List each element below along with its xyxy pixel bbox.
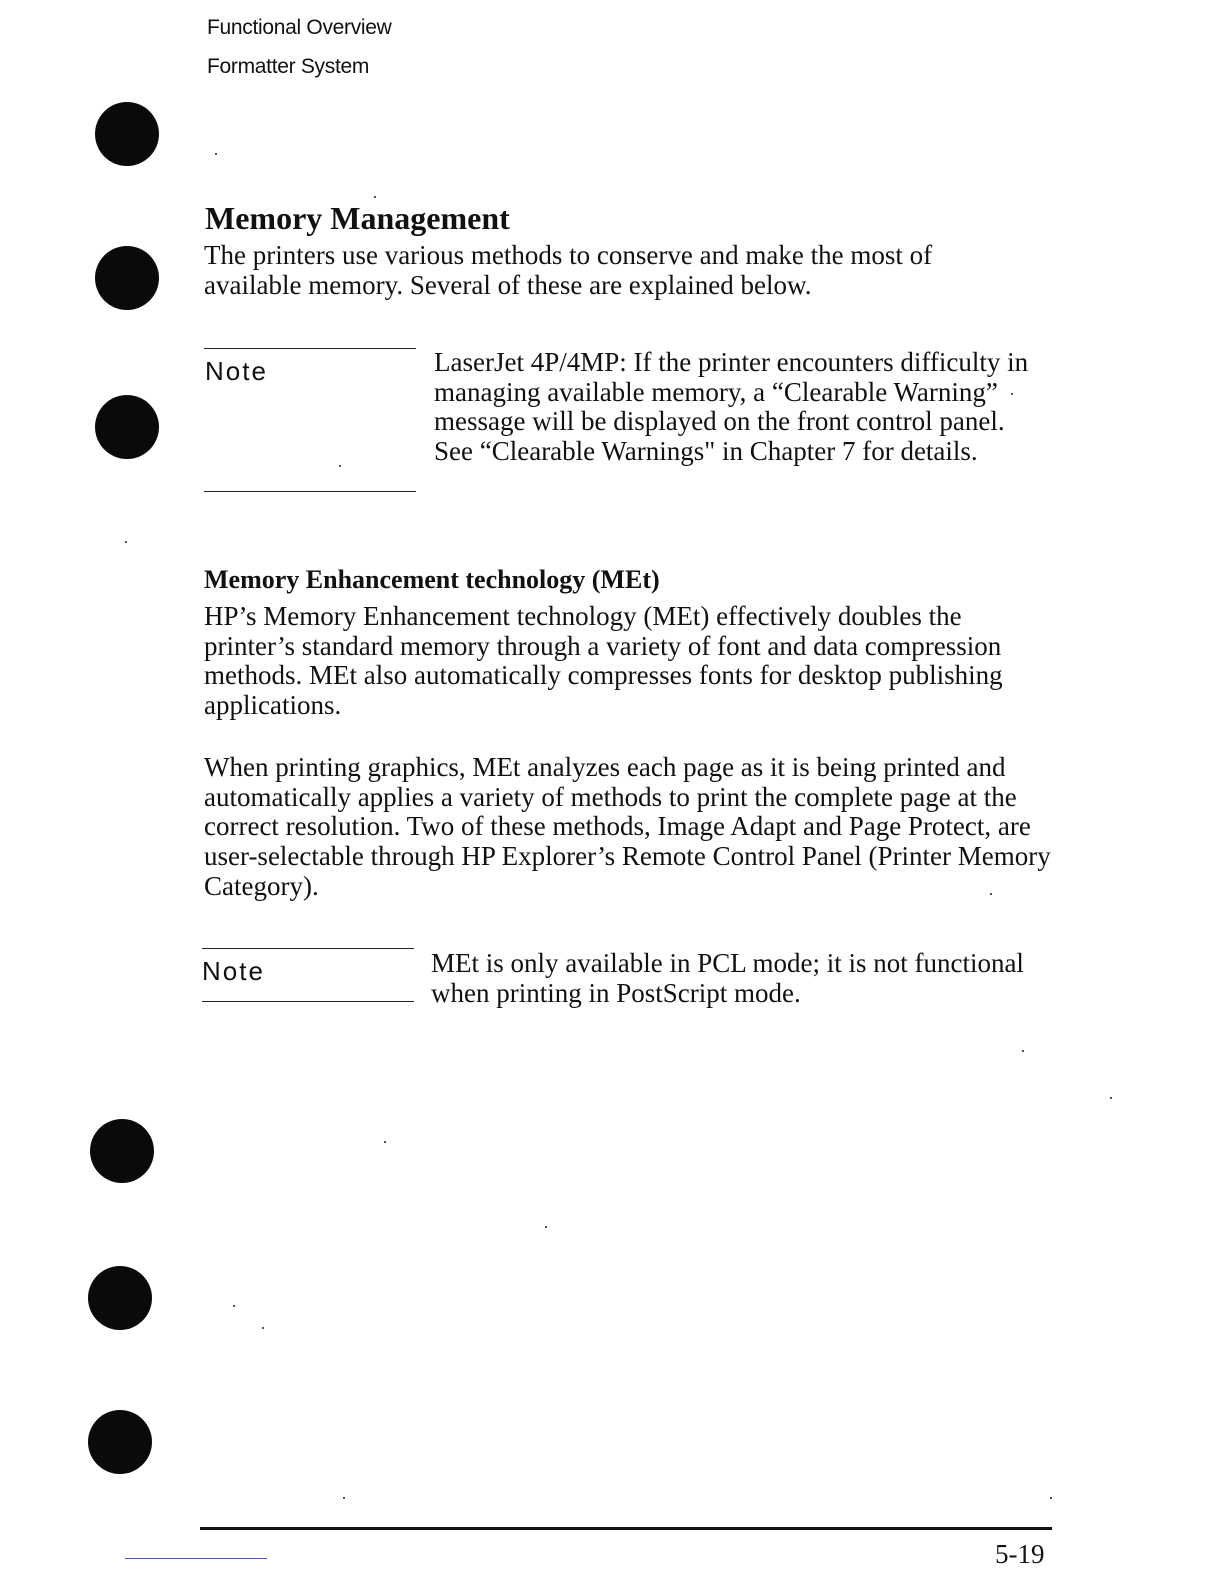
scan-speck: [1110, 1097, 1112, 1099]
binder-hole: [88, 1410, 152, 1474]
scan-speck: [339, 465, 341, 467]
scan-speck: [343, 1497, 345, 1499]
scan-speck: [384, 1141, 386, 1143]
section-title: Memory Management: [205, 200, 510, 236]
note-top-rule: [202, 948, 414, 949]
running-header-chapter: Functional Overview: [207, 16, 392, 39]
note-text: MEt is only available in PCL mode; it is not functional when printing in PostScript mode.: [431, 948, 1024, 1008]
binder-hole: [88, 1266, 152, 1330]
running-header-section: Formatter System: [207, 55, 370, 78]
footer-blue-line: [125, 1558, 267, 1559]
scan-speck: [374, 196, 376, 198]
scan-speck: [990, 893, 992, 895]
scan-speck: [125, 541, 127, 543]
intro-paragraph: The printers use various methods to conserve and make the most of available memory. Several of these are explained below.: [204, 240, 933, 300]
binder-hole: [95, 395, 159, 459]
note-label: Note: [202, 956, 265, 986]
scan-speck: [1022, 1050, 1024, 1052]
binder-hole: [90, 1119, 154, 1183]
met-paragraph-2: When printing graphics, MEt analyzes each page as it is being printed and automatically applies a variety of methods to print the complete page at the correct resolution. Two of these methods, Image Adapt and Page Protect, are user-selectable through HP Explorer’s Remote Control Panel (Printer Memory Category).: [204, 752, 1051, 901]
note-bottom-rule: [202, 1001, 414, 1002]
scan-speck: [233, 1305, 235, 1307]
scan-speck: [1011, 393, 1013, 395]
note-bottom-rule: [204, 491, 416, 492]
scan-speck: [262, 1327, 264, 1329]
scan-speck: [1050, 1497, 1052, 1499]
note-top-rule: [204, 348, 416, 349]
binder-hole: [95, 102, 159, 166]
page-number: 5-19: [995, 1539, 1045, 1569]
met-paragraph-1: HP’s Memory Enhancement technology (MEt) effectively doubles the printer’s standard memory through a variety of font and data compression methods. MEt also automatically compresses fonts for desktop publishing applications.: [204, 601, 1003, 721]
footer-rule: [200, 1527, 1052, 1530]
note-text: LaserJet 4P/4MP: If the printer encounters difficulty in managing available memory, a “Clearable Warning” message will be displayed on the front control panel. See “Clearable Warnings" in Chapter 7 for details.: [434, 347, 1029, 467]
binder-hole: [95, 246, 159, 310]
scan-speck: [545, 1226, 547, 1228]
scan-speck: [215, 153, 217, 155]
subsection-title: Memory Enhancement technology (MEt): [204, 565, 660, 594]
note-label: Note: [205, 356, 268, 386]
